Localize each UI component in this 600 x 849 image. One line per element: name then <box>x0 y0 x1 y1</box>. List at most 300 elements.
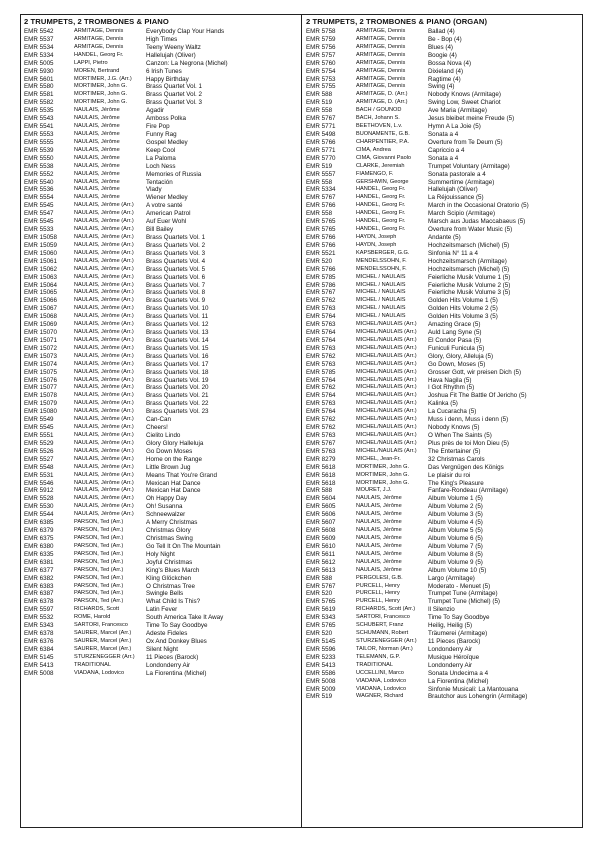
composer: HÄNDEL, Georg Fr. <box>356 218 406 225</box>
composer: NAULAIS, Jérôme (Arr.) <box>74 321 134 328</box>
catalog-number: EMR 5771 <box>306 146 336 154</box>
catalog-number: EMR 5613 <box>306 566 336 574</box>
composer: NAULAIS, Jérôme <box>356 550 402 557</box>
work-title: Album Volume 8 (5) <box>428 550 483 558</box>
catalog-entry <box>24 654 294 662</box>
composer: BEETHOVEN, L.v. <box>356 123 403 130</box>
work-title: Joshua Fit The Battle Of Jericho (5) <box>428 392 527 400</box>
composer: MICHEL/NAULAIS (Arr.) <box>356 368 417 375</box>
catalog-number: EMR 5767 <box>306 194 336 202</box>
work-title: Brass Quartets Vol. 1 <box>146 233 206 241</box>
catalog-number: EMR 15068 <box>24 313 58 321</box>
work-title: Feierliche Musik Volume 2 (5) <box>428 281 511 289</box>
work-title: Oh Happy Day <box>146 495 187 503</box>
composer: HÄNDEL, Georg Fr. <box>356 194 406 201</box>
composer: GERSHWIN, George <box>356 178 409 185</box>
catalog-number: EMR 5753 <box>306 75 336 83</box>
catalog-entry <box>24 448 294 456</box>
catalog-number: EMR 5527 <box>24 455 54 463</box>
column-divider <box>301 14 302 828</box>
catalog-number: EMR 6382 <box>24 574 54 582</box>
catalog-number: EMR 5608 <box>306 527 336 535</box>
composer: MORTIMER, John G. <box>356 471 410 478</box>
catalog-entry <box>24 456 294 464</box>
catalog-entry <box>24 321 294 329</box>
catalog-number: EMR 5546 <box>24 479 54 487</box>
work-title: Latin Fever <box>146 606 178 614</box>
catalog-entry <box>24 28 294 36</box>
catalog-number: EMR 6387 <box>24 590 54 598</box>
catalog-number: EMR 5785 <box>306 273 336 281</box>
work-title: Brass Quartet Vol. 2 <box>146 91 202 99</box>
work-title: Brass Quartets Vol. 10 <box>146 305 209 313</box>
catalog-entry <box>306 321 576 329</box>
work-title: Auld Lang Syne (5) <box>428 329 482 337</box>
catalog-number: EMR 5604 <box>306 495 336 503</box>
catalog-entry <box>24 487 294 495</box>
catalog-number: EMR 6381 <box>24 558 54 566</box>
composer: HÄNDEL, Georg Fr. <box>356 202 406 209</box>
catalog-number: EMR 6383 <box>24 582 54 590</box>
catalog-number: EMR 6376 <box>24 637 54 645</box>
catalog-number: EMR 5538 <box>24 162 54 170</box>
work-title: Largo (Armitage) <box>428 574 475 582</box>
composer: PURCELL, Henry <box>356 598 400 605</box>
work-title: Swing (4) <box>428 83 455 91</box>
catalog-entry <box>306 76 576 84</box>
work-title: Trumpet Tune (Armitage) <box>428 590 498 598</box>
work-title: Feierliche Musik Volume 1 (5) <box>428 273 511 281</box>
catalog-entry <box>24 147 294 155</box>
composer: ARMITAGE, Dennis <box>74 28 124 34</box>
catalog-entry <box>306 282 576 290</box>
work-title: Sinfonie Musicali: La Mantouana <box>428 685 519 693</box>
catalog-number: EMR 588 <box>306 574 333 582</box>
catalog-entry <box>24 163 294 171</box>
work-title: Glory Glory Halleluja <box>146 439 204 447</box>
catalog-number: EMR 5610 <box>306 542 336 550</box>
catalog-entry <box>24 480 294 488</box>
composer: NAULAIS, Jérôme (Arr.) <box>74 368 134 375</box>
composer: ARMITAGE, D. (Arr.) <box>356 99 408 106</box>
catalog-number: EMR 5601 <box>24 75 54 83</box>
catalog-entry <box>24 337 294 345</box>
catalog-entry <box>24 392 294 400</box>
composer: PURCELL, Henry <box>356 582 400 589</box>
composer: NAULAIS, Jérôme <box>356 495 402 502</box>
composer: NAULAIS, Jérôme (Arr.) <box>74 273 134 280</box>
work-title: Bill Bailey <box>146 226 174 234</box>
catalog-number: EMR 5548 <box>24 463 54 471</box>
work-title: Hallelujah (Oliver) <box>146 51 196 59</box>
work-title: South America Take It Away <box>146 614 224 622</box>
composer: ARMITAGE, Dennis <box>74 35 124 42</box>
catalog-entry <box>306 353 576 361</box>
work-title: Sonata a 4 <box>428 154 459 162</box>
composer: TELEMANN, G.P. <box>356 653 401 660</box>
composer: TRADITIONAL <box>74 661 111 668</box>
catalog-number: EMR 5765 <box>306 226 336 234</box>
catalog-number: EMR 5005 <box>24 59 54 67</box>
catalog-entry <box>306 630 576 638</box>
catalog-entry <box>306 28 576 36</box>
composer: SAURER, Marcel (Arr.) <box>74 637 132 644</box>
catalog-number: EMR 15072 <box>24 344 58 352</box>
composer: NAULAIS, Jérôme <box>356 558 402 565</box>
catalog-number: EMR 15071 <box>24 336 58 344</box>
catalog-entry <box>306 424 576 432</box>
catalog-entry <box>24 76 294 84</box>
composer: MICHEL/NAULAIS (Arr.) <box>356 384 417 391</box>
catalog-number: EMR 5619 <box>306 606 336 614</box>
work-title: Brass Quartets Vol. 21 <box>146 392 209 400</box>
composer: MICHEL/NAULAIS (Arr.) <box>356 360 417 367</box>
catalog-number: EMR 5530 <box>24 503 54 511</box>
catalog-number: EMR 5766 <box>306 241 336 249</box>
composer: NAULAIS, Jérôme (Arr.) <box>74 360 134 367</box>
composer: PARSON, Ted (Arr.) <box>74 566 124 573</box>
catalog-entry <box>24 575 294 583</box>
catalog-number: EMR 5764 <box>306 313 336 321</box>
work-title: Brass Quartet Vol. 1 <box>146 83 202 91</box>
work-title: Capriccio a 4 <box>428 146 465 154</box>
composer: HÄNDEL, Georg Fr. <box>74 51 124 58</box>
catalog-entry <box>306 131 576 139</box>
work-title: Holy Night <box>146 550 175 558</box>
catalog-number: EMR 5763 <box>306 305 336 313</box>
catalog-entry <box>24 535 294 543</box>
catalog-entry <box>306 186 576 194</box>
catalog-number: EMR 5531 <box>24 471 54 479</box>
work-title: Nobody Knows (Armitage) <box>428 91 501 99</box>
work-title: Hochzeitsmarsch (Michel) (5) <box>428 241 510 249</box>
work-title: Funiculi Funicula (5) <box>428 344 485 352</box>
catalog-entry <box>306 377 576 385</box>
work-title: El Condor Pasa (5) <box>428 336 482 344</box>
work-title: March Scipio (Armitage) <box>428 210 496 218</box>
composer: NAULAIS, Jérôme (Arr.) <box>74 495 134 502</box>
composer: MICHEL/NAULAIS (Arr.) <box>356 432 417 439</box>
composer: NAULAIS, Jérôme (Arr.) <box>74 226 134 233</box>
composer: NAULAIS, Jérôme <box>356 542 402 549</box>
catalog-entry <box>24 250 294 258</box>
catalog-entry <box>24 345 294 353</box>
composer: NAULAIS, Jérôme <box>356 527 402 534</box>
composer: BACH / GOUNOD <box>356 107 402 114</box>
composer: MICHEL / NAULAIS <box>356 281 406 288</box>
work-title: High Times <box>146 35 178 43</box>
catalog-entry <box>24 559 294 567</box>
composer: NAULAIS, Jérôme (Arr.) <box>74 210 134 217</box>
composer: MICHEL/NAULAIS (Arr.) <box>356 424 417 431</box>
catalog-number: EMR 6375 <box>24 535 54 542</box>
composer: SCHUMANN, Robert <box>356 630 409 637</box>
catalog-number: EMR 5762 <box>306 384 336 392</box>
catalog-entry <box>306 614 576 622</box>
work-title: Summertime (Armitage) <box>428 178 495 186</box>
catalog-entry <box>24 543 294 551</box>
catalog-entry <box>24 662 294 670</box>
work-title: I Got Rhythm (5) <box>428 384 475 392</box>
catalog-number: EMR 6378 <box>24 630 54 638</box>
catalog-number: EMR 5343 <box>306 614 336 622</box>
catalog-number: EMR 15058 <box>24 233 58 241</box>
catalog-entry <box>24 353 294 361</box>
work-title: Everybody Clap Your Hands <box>146 28 225 35</box>
catalog-number: EMR 15077 <box>24 384 58 392</box>
catalog-number: EMR 5762 <box>306 424 336 432</box>
work-title: Memories of Russia <box>146 170 202 178</box>
catalog-number: EMR 5145 <box>24 653 54 661</box>
section-heading-piano: 2 TRUMPETS, 2 TROMBONES & PIANO <box>24 17 169 26</box>
work-title: Means That You're Grand <box>146 471 217 479</box>
composer: NAULAIS, Jérôme (Arr.) <box>74 376 134 383</box>
work-title: Go Down, Moses (5) <box>428 360 486 368</box>
catalog-entry <box>24 432 294 440</box>
catalog-entry <box>306 68 576 76</box>
composer: NAULAIS, Jérôme (Arr.) <box>74 471 134 478</box>
work-title: Cheers! <box>146 424 168 432</box>
catalog-entry <box>24 139 294 147</box>
work-title: Album Volume 6 (5) <box>428 535 483 542</box>
catalog-number: EMR 5762 <box>306 416 336 424</box>
catalog-number: EMR 5596 <box>306 645 336 653</box>
work-title: Album Volume 10 (5) <box>428 566 487 574</box>
catalog-entry <box>306 234 576 242</box>
work-title: Glory, Glory, Alleluja (5) <box>428 352 494 360</box>
work-title: Grosser Gott, wir preisen Dich (5) <box>428 368 522 376</box>
composer: PARSON, Ted (Arr.) <box>74 527 124 534</box>
catalog-entry <box>24 91 294 99</box>
catalog-entry <box>306 527 576 535</box>
catalog-entry <box>306 456 576 464</box>
catalog-entry <box>24 107 294 115</box>
work-title: Brass Quartets Vol. 23 <box>146 408 209 416</box>
composer: NAULAIS, Jérôme <box>74 138 120 145</box>
composer: MENDELSSOHN, F. <box>356 257 407 264</box>
catalog-entry <box>24 68 294 76</box>
composer: ROME, Harold <box>74 614 111 621</box>
composer: MICHEL, Jean-Fr. <box>356 455 401 462</box>
composer: NAULAIS, Jérôme (Arr.) <box>74 463 134 470</box>
work-title: Brass Quartets Vol. 22 <box>146 400 209 408</box>
work-title: Golden Hits Volume 3 (5) <box>428 313 498 321</box>
catalog-number: EMR 15066 <box>24 297 58 305</box>
catalog-number: EMR 5526 <box>24 447 54 455</box>
composer: NAULAIS, Jérôme <box>356 503 402 510</box>
catalog-number: EMR 15069 <box>24 321 58 329</box>
catalog-number: EMR 5757 <box>306 51 336 59</box>
catalog-entry <box>306 551 576 559</box>
work-title: Cielito Lindo <box>146 432 181 440</box>
work-title: Sonata a 4 <box>428 130 459 138</box>
catalog-entry <box>306 693 576 701</box>
composer: PARSON, Ted (Arr.) <box>74 542 124 549</box>
catalog-entry <box>24 646 294 654</box>
catalog-number: EMR 588 <box>306 487 333 495</box>
catalog-entry <box>24 638 294 646</box>
composer: NAULAIS, Jérôme (Arr.) <box>74 400 134 407</box>
composer: KAPSBERGER, G.G. <box>356 249 410 256</box>
work-title: Album Volume 2 (5) <box>428 503 483 511</box>
work-title: Blues (4) <box>428 43 454 51</box>
composer: PARSON, Ted (Arr.) <box>74 582 124 589</box>
composer: ARMITAGE, D. (Arr.) <box>356 91 408 98</box>
composer: MORTIMER, John G. <box>356 479 410 486</box>
catalog-number: EMR 5536 <box>24 186 54 194</box>
work-title: Adeste Fideles <box>146 630 188 638</box>
catalog-entry <box>306 115 576 123</box>
catalog-number: EMR 5550 <box>24 154 54 162</box>
catalog-entry <box>24 369 294 377</box>
catalog-entry <box>24 218 294 226</box>
catalog-number: EMR 15061 <box>24 257 58 265</box>
work-title: Brass Quartets Vol. 2 <box>146 241 206 249</box>
work-title: Hallelujah (Oliver) <box>428 186 478 194</box>
work-title: O When The Saints (5) <box>428 432 492 440</box>
work-title: Muss i denn, Muss i denn (5) <box>428 416 509 424</box>
catalog-entry <box>24 495 294 503</box>
catalog-number: EMR 5618 <box>306 479 336 487</box>
catalog-entry <box>306 686 576 694</box>
composer: ARMITAGE, Dennis <box>356 35 406 42</box>
composer: ARMITAGE, Dennis <box>356 59 406 66</box>
composer: MICHEL/NAULAIS (Arr.) <box>356 352 417 359</box>
catalog-entry <box>306 242 576 250</box>
composer: MICHEL/NAULAIS (Arr.) <box>356 408 417 415</box>
catalog-entry <box>24 36 294 44</box>
work-title: Ox And Donkey Blues <box>146 637 207 645</box>
work-title: Tentación <box>146 178 173 186</box>
catalog-number: EMR 5553 <box>24 130 54 138</box>
catalog-number: EMR 5343 <box>24 622 54 630</box>
work-title: Oh! Susanna <box>146 503 183 511</box>
work-title: Album Volume 1 (5) <box>428 495 483 503</box>
catalog-number: EMR 520 <box>306 257 333 265</box>
composer: SAURER, Marcel (Arr.) <box>74 630 132 637</box>
work-title: Brass Quartets Vol. 9 <box>146 297 206 305</box>
catalog-entry <box>306 606 576 614</box>
composer: NAULAIS, Jérôme (Arr.) <box>74 408 134 415</box>
catalog-number: EMR 5766 <box>306 265 336 273</box>
composer: MICHEL/NAULAIS (Arr.) <box>356 439 417 446</box>
composer: NAULAIS, Jérôme (Arr.) <box>74 218 134 225</box>
catalog-entry <box>306 646 576 654</box>
catalog-number: EMR 5786 <box>306 281 336 289</box>
work-title: Musique Héroïque <box>428 653 480 661</box>
work-title: 6 Irish Tunes <box>146 67 182 75</box>
composer: RICHARDS, Scott <box>74 606 120 613</box>
composer: NAULAIS, Jérôme (Arr.) <box>74 352 134 359</box>
composer: UCCELLINI, Marco <box>356 669 404 676</box>
catalog-number: EMR 5609 <box>306 535 336 542</box>
catalog-number: EMR 5605 <box>306 503 336 511</box>
catalog-number: EMR 5930 <box>24 67 54 75</box>
catalog-entry <box>24 171 294 179</box>
catalog-entry <box>306 329 576 337</box>
work-title: Brass Quartets Vol. 4 <box>146 257 206 265</box>
catalog-entry <box>24 202 294 210</box>
work-title: Kling Glöckchen <box>146 574 192 582</box>
catalog-number: EMR 5607 <box>306 519 336 527</box>
composer: ARMITAGE, Dennis <box>356 43 406 50</box>
work-title: Ave Maria (Armitage) <box>428 107 487 115</box>
composer: ARMITAGE, Dennis <box>356 75 406 82</box>
catalog-entry <box>24 99 294 107</box>
catalog-number: EMR 5545 <box>24 202 54 210</box>
catalog-number: EMR 5762 <box>306 352 336 360</box>
catalog-number: EMR 5547 <box>24 210 54 218</box>
composer: NAULAIS, Jérôme (Arr.) <box>74 487 134 494</box>
work-title: Bossa Nova (4) <box>428 59 472 67</box>
composer: NAULAIS, Jérôme (Arr.) <box>74 202 134 209</box>
catalog-entry <box>306 670 576 678</box>
catalog-entry <box>24 60 294 68</box>
composer: NAULAIS, Jérôme (Arr.) <box>74 297 134 304</box>
composer: NAULAIS, Jérôme (Arr.) <box>74 455 134 462</box>
work-title: Overture from Water Music (5) <box>428 226 513 234</box>
catalog-entry <box>306 210 576 218</box>
composer: HAYDN, Joseph <box>356 241 397 248</box>
composer: MICHEL/NAULAIS (Arr.) <box>356 416 417 423</box>
work-title: What Child Is This? <box>146 598 201 606</box>
composer: MICHEL/NAULAIS (Arr.) <box>356 392 417 399</box>
work-title: Brass Quartets Vol. 13 <box>146 329 209 337</box>
work-title: Home on the Range <box>146 455 202 463</box>
composer: MICHEL / NAULAIS <box>356 289 406 296</box>
catalog-number: EMR 5756 <box>306 43 336 51</box>
composer: SARTORI, Francesco <box>356 614 410 621</box>
catalog-number: EMR 15074 <box>24 360 58 368</box>
composer: PARSON, Ted (Arr.) <box>74 558 124 565</box>
composer: MORTIMER, J.G. (Arr.) <box>74 75 132 82</box>
work-title: La Paloma <box>146 154 176 162</box>
catalog-number: EMR 6384 <box>24 645 54 653</box>
catalog-entry <box>24 242 294 250</box>
catalog-number: EMR 5580 <box>24 83 54 91</box>
work-title: Londonderry Air <box>428 661 473 669</box>
composer: FIAMENGO, F. <box>356 170 394 177</box>
catalog-entry <box>24 606 294 614</box>
catalog-entry <box>306 480 576 488</box>
catalog-number: EMR 5535 <box>24 107 54 115</box>
composer: BUONAMENTE, G.B. <box>356 130 410 137</box>
catalog-entry <box>24 598 294 606</box>
catalog-entry <box>24 503 294 511</box>
catalog-number: EMR 5586 <box>306 669 336 677</box>
composer: NAULAIS, Jérôme <box>74 194 120 201</box>
catalog-entry <box>24 44 294 52</box>
composer: PURCELL, Henry <box>356 590 400 597</box>
catalog-number: EMR 5551 <box>24 432 54 440</box>
work-title: Heilig, Heilig (5) <box>428 622 473 630</box>
catalog-entry <box>306 662 576 670</box>
catalog-number: EMR 5542 <box>24 28 54 35</box>
composer: HAYDN, Joseph <box>356 233 397 240</box>
catalog-entry <box>24 614 294 622</box>
composer: MORTIMER, John G. <box>74 83 128 90</box>
work-title: La Cucaracha (5) <box>428 408 477 416</box>
catalog-number: EMR 5755 <box>306 83 336 91</box>
composer: NAULAIS, Jérôme (Arr.) <box>74 479 134 486</box>
composer: PARSON, Ted (Arr.) <box>74 590 124 597</box>
work-title: Christmas Glory <box>146 527 191 535</box>
catalog-number: EMR 5764 <box>306 329 336 337</box>
work-title: Agadir <box>146 107 165 115</box>
work-title: A Merry Christmas <box>146 519 198 527</box>
composer: NAULAIS, Jérôme (Arr.) <box>74 432 134 439</box>
composer: NAULAIS, Jérôme <box>74 107 120 114</box>
